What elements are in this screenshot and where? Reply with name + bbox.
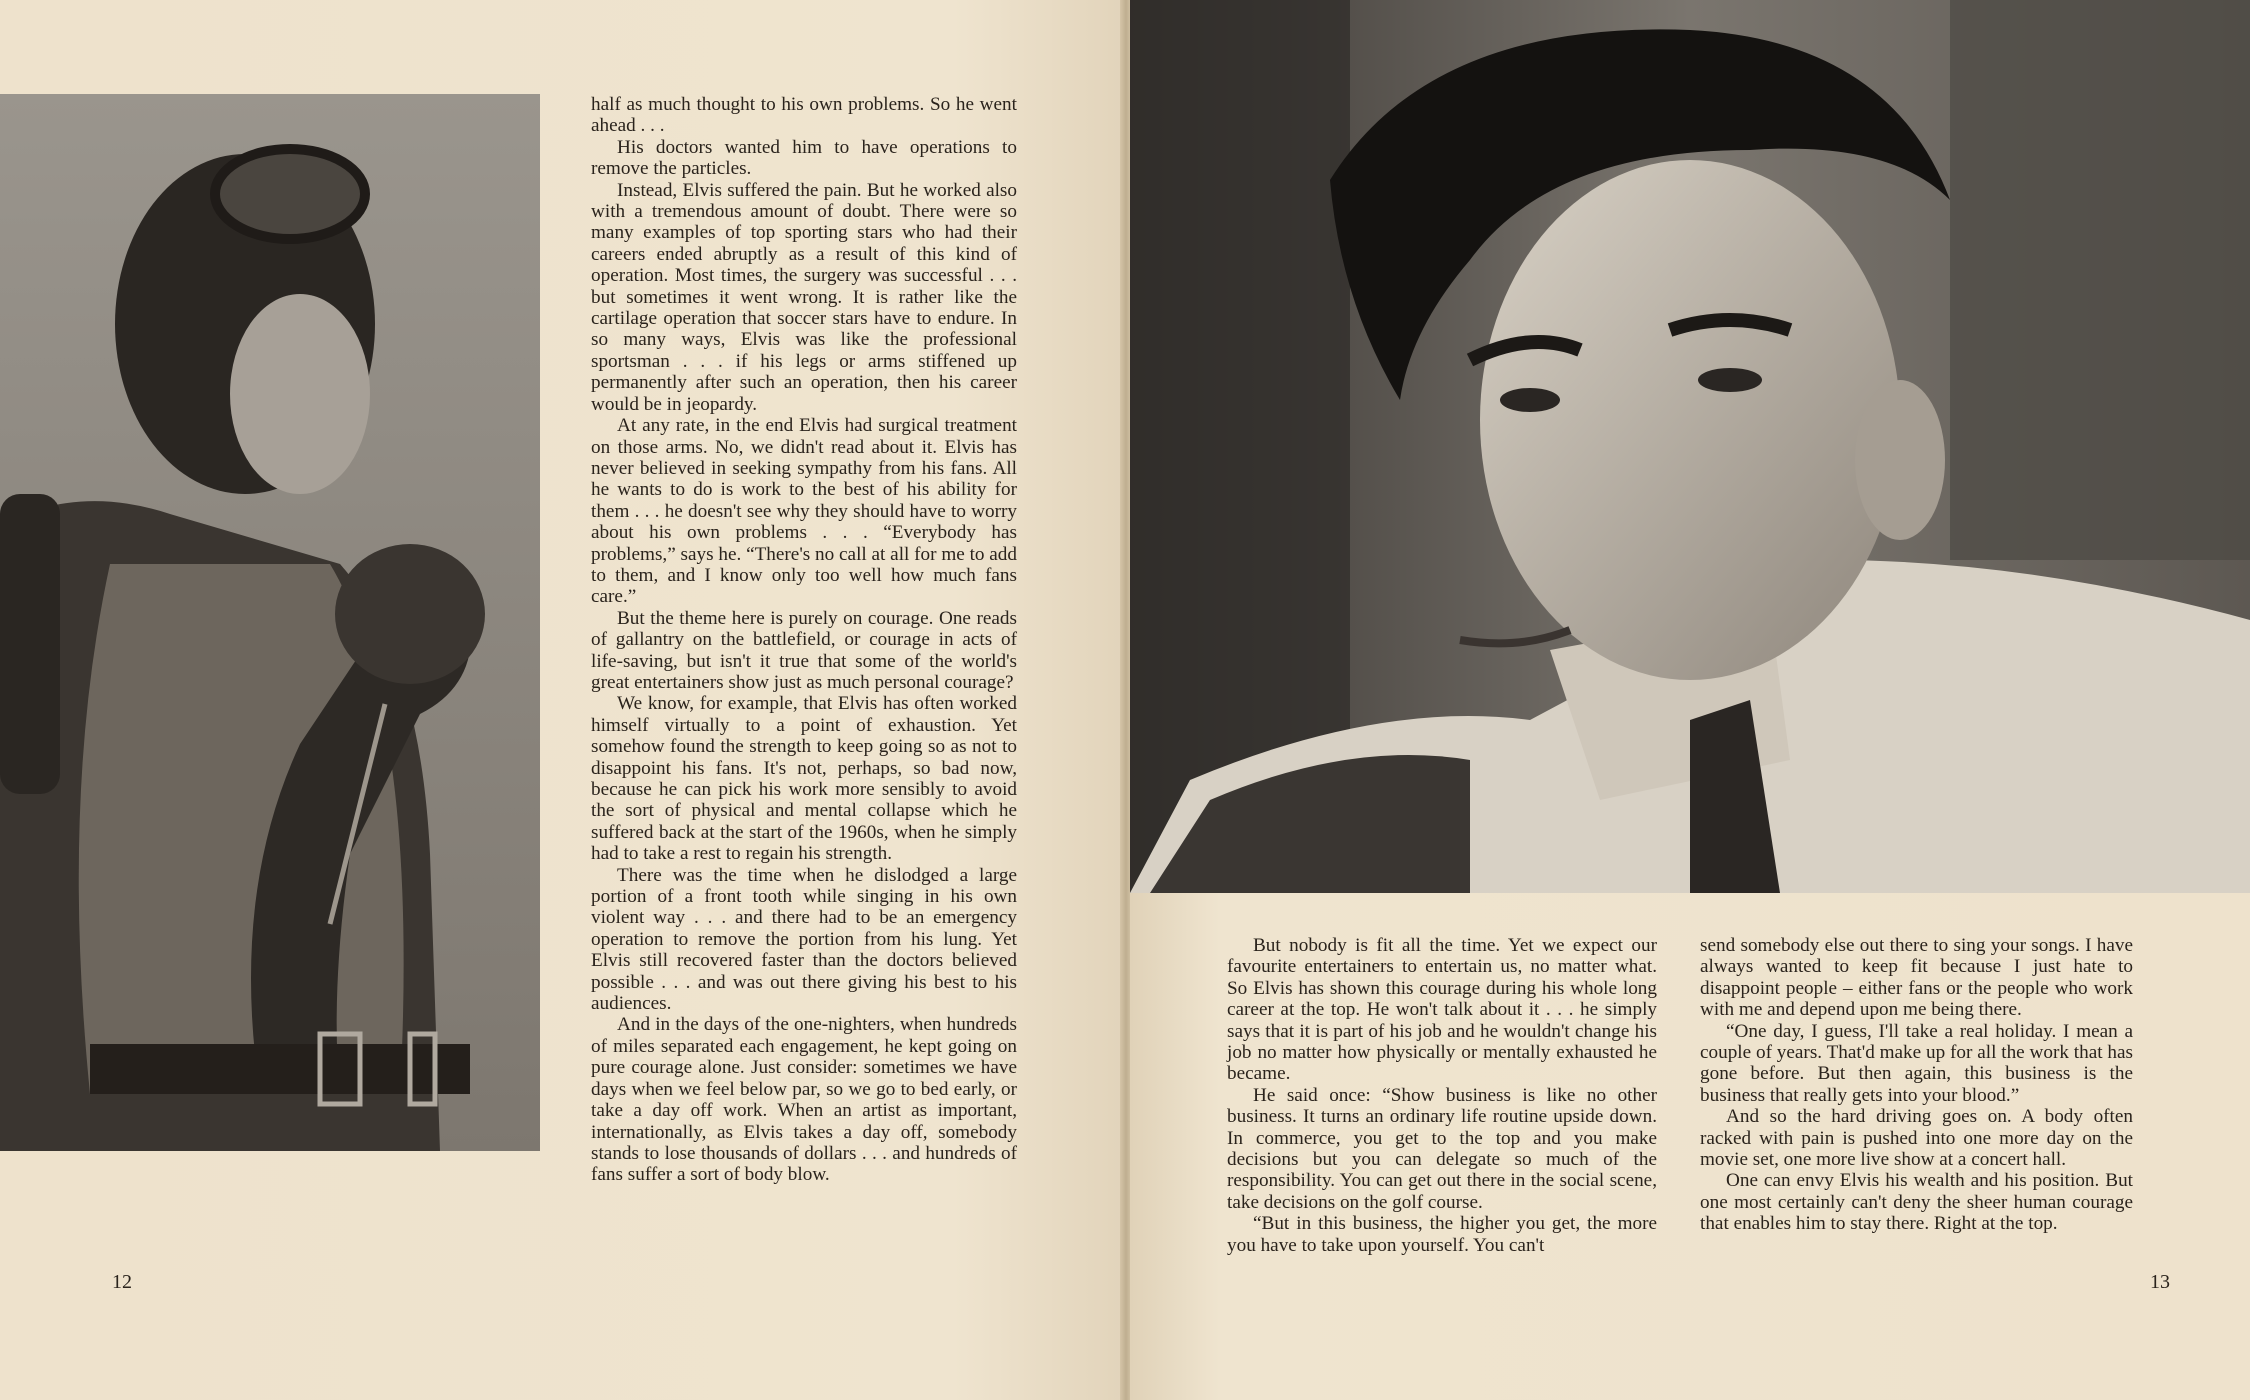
photo-diver-image — [0, 94, 540, 1151]
page-number-left: 12 — [112, 1271, 132, 1293]
paragraph: We know, for example, that Elvis has often worked himself virtually to a point of exhaustion. Yet somehow found the strength to keep going so as not to disappoint his fans. It's not, perhaps, so bad now, because he can pick his work more sensibly to avoid the sort of physical and mental collapse which he suffered back at the start of the 1960s, when he simply had to take a rest to regain his strength. — [591, 693, 1017, 865]
paragraph: half as much thought to his own problems. So he went ahead . . . — [591, 94, 1017, 137]
paragraph: And in the days of the one-nighters, when hundreds of miles separated each engagement, he kept going on pure courage alone. Just consider: sometimes we have days when we feel below par, so we go to bed early, or take a day off work. When an artist as important, internationally, as Elvis takes a day off, somebody stands to lose thousands of dollars . . . and hundreds of fans suffer a sort of body blow. — [591, 1014, 1017, 1186]
paragraph: “But in this business, the higher you get, the more you have to take upon yourself. You can't — [1227, 1213, 1657, 1256]
paragraph: His doctors wanted him to have operations to remove the particles. — [591, 136, 1017, 180]
photo-portrait-image — [1130, 0, 2250, 893]
paragraph: At any rate, in the end Elvis had surgical treatment on those arms. No, we didn't read about it. Elvis has never believed in seeking sympathy from his fans. All he wants to do is work to the best of his ability for them . . . he doesn't see why they should have to worry about his own problems . . . “Everybody has problems,” says he. “There's no call at all for me to add to them, and I know only too well how much fans care.” — [591, 415, 1017, 608]
paragraph: send somebody else out there to sing your songs. I have always wanted to keep fit because I just hate to disappoint people – either fans or the people who work with me and depend upon me being there. — [1700, 935, 2133, 1021]
paragraph: There was the time when he dislodged a large portion of a front tooth while singing in his own violent way . . . and there had to be an emergency operation to remove the portion from his lung. Yet Elvis still recovered faster than the doctors believed possible . . . and was out there giving his best to his audiences. — [591, 864, 1017, 1015]
paragraph: He said once: “Show business is like no other business. It turns an ordinary life routine upside down. In commerce, you get to the top and you make decisions but you can delegate so much of the responsibility. You can get out there in the social scene, take decisions on the golf course. — [1227, 1084, 1657, 1213]
paragraph: But nobody is fit all the time. Yet we expect our favourite entertainers to entertain us, no matter what. So Elvis has shown this courage during his whole long career at the top. He won't talk about it . . . he simply says that it is part of his job and he wouldn't change his job no matter how physically or mentally exhausted he became. — [1227, 935, 1657, 1085]
right-text-column-1 — [1227, 935, 1657, 1256]
left-page — [0, 0, 1122, 1400]
photo-diver-in-wetsuit — [0, 94, 540, 1151]
paragraph: “One day, I guess, I'll take a real holiday. I mean a couple of years. That'd make up for all the work that has gone before. But then again, this business is the business that really gets into your blood.” — [1700, 1020, 2133, 1106]
paragraph: Instead, Elvis suffered the pain. But he worked also with a tremendous amount of doubt. There were so many examples of top sporting stars who had their careers ended abruptly as a result of this kind of operation. Most times, the surgery was successful . . . but sometimes it went wrong. It is rather like the cartilage operation that soccer stars have to endure. In so many ways, Elvis was like the professional sportsman . . . if his legs or arms stiffened up permanently after such an operation, then his career would be in jeopardy. — [591, 179, 1017, 415]
photo-portrait-in-uniform — [1130, 0, 2250, 893]
right-page — [1130, 0, 2250, 1400]
paragraph: One can envy Elvis his wealth and his position. But one most certainly can't deny the sheer human courage that enables him to stay there. Right at the top. — [1700, 1170, 2133, 1235]
right-text-column-2 — [1700, 935, 2133, 1235]
left-text-column — [591, 94, 1017, 1186]
page-number-right: 13 — [2150, 1271, 2170, 1293]
paragraph: And so the hard driving goes on. A body often racked with pain is pushed into one more day on the movie set, one more live show at a concert hall. — [1700, 1106, 2133, 1171]
paragraph: But the theme here is purely on courage. One reads of gallantry on the battlefield, or courage in acts of life-saving, but isn't it true that some of the world's great entertainers show just as much personal courage? — [591, 607, 1017, 693]
